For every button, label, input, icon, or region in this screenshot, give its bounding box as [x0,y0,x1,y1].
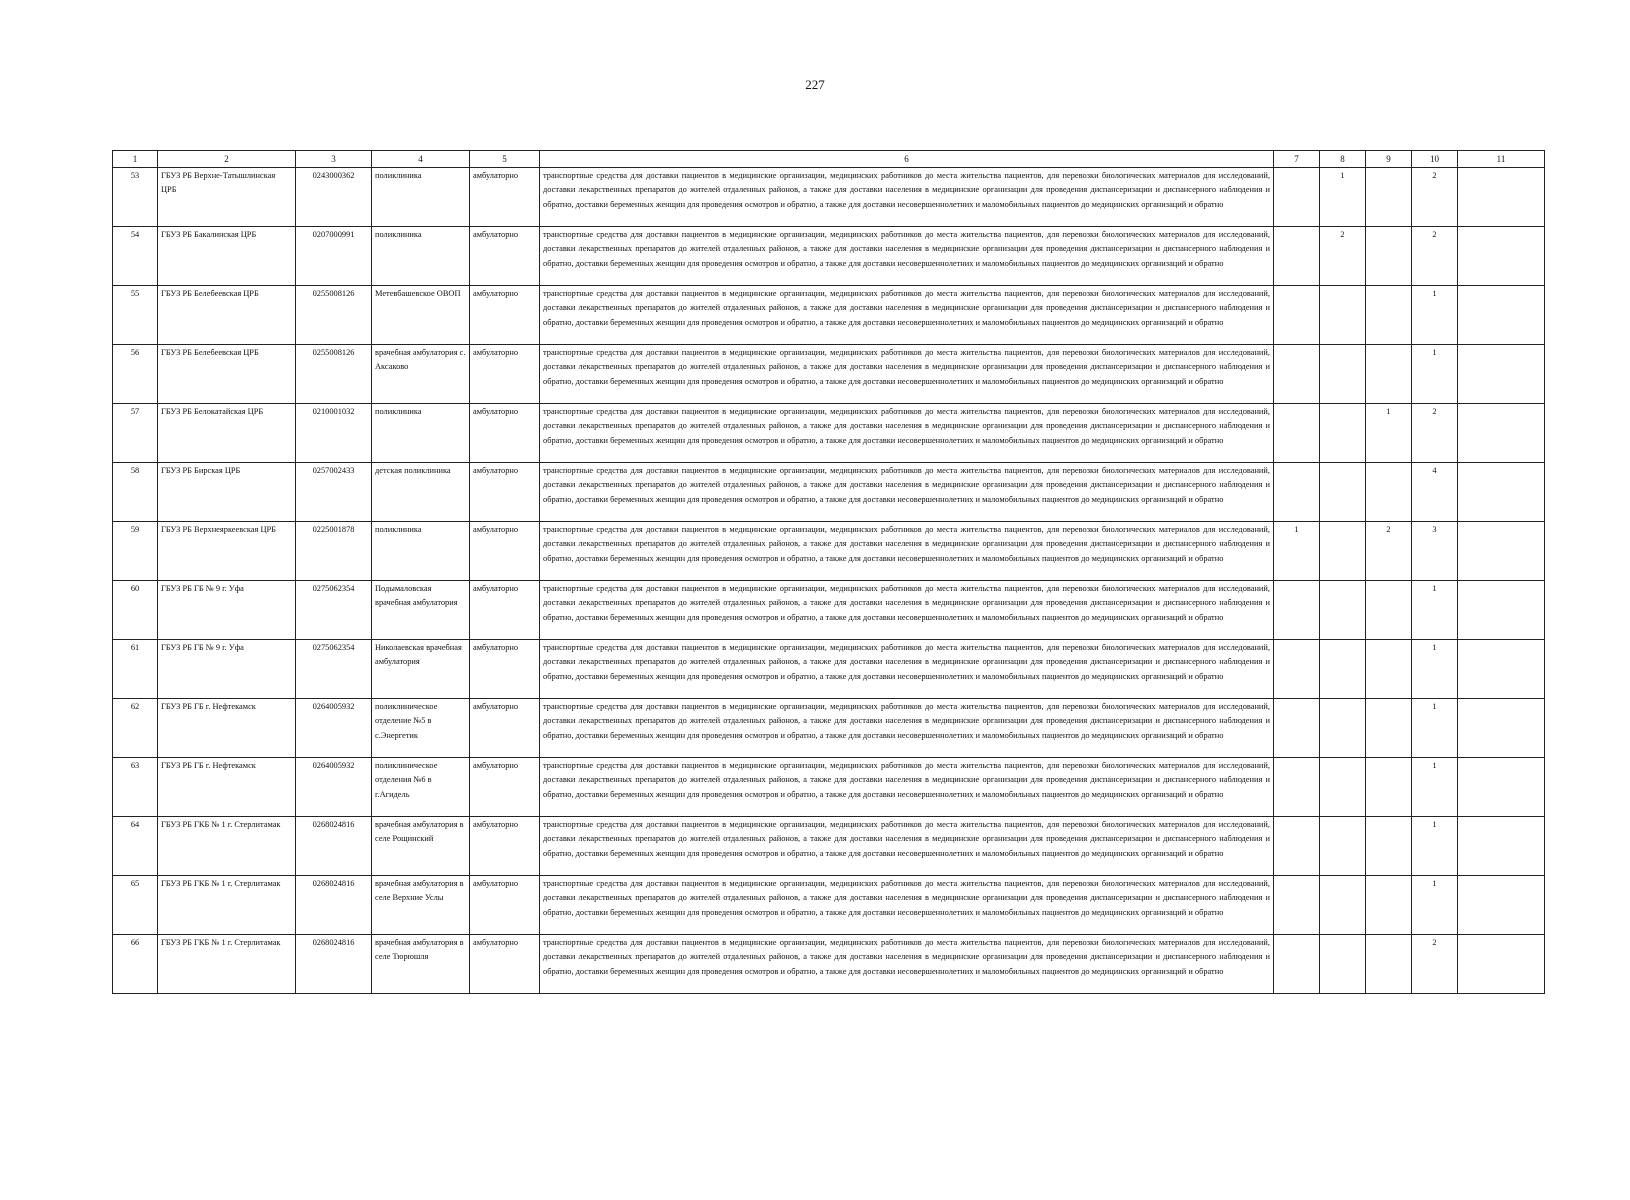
table-row [113,227,1545,286]
row-number: 56 [113,345,158,404]
table-row [113,286,1545,345]
purpose-text: транспортные средства для доставки пациентов в медицинские организации, медицинских работников до места жительства пациентов, для перевозки биологических материалов для исследований, доставки лекарственных препаратов до жителей отдаленных районов, а также для доставки населения в медицинские организации для проведения диспансеризации и диспансерного наблюдения и обратно, доставки беременных женщин для проведения осмотров и обратно, а также для доставки несовершеннолетних и маломобильных пациентов до медицинских организаций и обратно [540,227,1274,286]
purpose-text: транспортные средства для доставки пациентов в медицинские организации, медицинских работников до места жительства пациентов, для перевозки биологических материалов для исследований, доставки лекарственных препаратов до жителей отдаленных районов, а также для доставки населения в медицинские организации для проведения диспансеризации и диспансерного наблюдения и обратно, доставки беременных женщин для проведения осмотров и обратно, а также для доставки несовершеннолетних и маломобильных пациентов до медицинских организаций и обратно [540,168,1274,227]
count-col-7 [1274,699,1320,758]
table-row [113,758,1545,817]
count-col-9 [1366,817,1412,876]
inn-code: 0210001032 [296,404,372,463]
inn-code: 0268024816 [296,876,372,935]
inn-code: 0268024816 [296,817,372,876]
count-col-8 [1320,876,1366,935]
count-col-10: 1 [1412,758,1458,817]
table-row [113,935,1545,994]
table-row [113,404,1545,463]
organization-name: ГБУЗ РБ ГБ г. Нефтекамск [158,758,296,817]
inn-code: 0225001878 [296,522,372,581]
column-header: 3 [296,151,372,168]
count-col-7 [1274,286,1320,345]
count-col-7: 1 [1274,522,1320,581]
care-mode: амбулаторно [470,345,540,404]
table-row [113,168,1545,227]
count-col-11 [1458,640,1545,699]
count-col-7 [1274,817,1320,876]
subdivision-name: поликлиника [372,522,470,581]
subdivision-name: врачебная амбулатория с. Аксаково [372,345,470,404]
count-col-9 [1366,345,1412,404]
care-mode: амбулаторно [470,581,540,640]
subdivision-name: поликлиническое отделения №6 в г.Агидель [372,758,470,817]
count-col-10: 1 [1412,817,1458,876]
organization-name: ГБУЗ РБ Белокатайская ЦРБ [158,404,296,463]
count-col-10: 1 [1412,286,1458,345]
organization-name: ГБУЗ РБ ГБ г. Нефтекамск [158,699,296,758]
count-col-11 [1458,404,1545,463]
count-col-8 [1320,817,1366,876]
care-mode: амбулаторно [470,640,540,699]
table-header-row [113,151,1545,168]
column-header: 4 [372,151,470,168]
inn-code: 0207000991 [296,227,372,286]
count-col-10: 1 [1412,699,1458,758]
count-col-9 [1366,935,1412,994]
count-col-8 [1320,463,1366,522]
organization-name: ГБУЗ РБ Бакалинская ЦРБ [158,227,296,286]
table-row [113,522,1545,581]
count-col-10: 1 [1412,345,1458,404]
column-header: 9 [1366,151,1412,168]
subdivision-name: Подымаловская врачебная амбулатория [372,581,470,640]
count-col-10: 4 [1412,463,1458,522]
count-col-11 [1458,699,1545,758]
row-number: 61 [113,640,158,699]
row-number: 66 [113,935,158,994]
count-col-11 [1458,581,1545,640]
subdivision-name: врачебная амбулатория в селе Тюрюшля [372,935,470,994]
table-row [113,640,1545,699]
count-col-11 [1458,758,1545,817]
column-header: 8 [1320,151,1366,168]
purpose-text: транспортные средства для доставки пациентов в медицинские организации, медицинских работников до места жительства пациентов, для перевозки биологических материалов для исследований, доставки лекарственных препаратов до жителей отдаленных районов, а также для доставки населения в медицинские организации для проведения диспансеризации и диспансерного наблюдения и обратно, доставки беременных женщин для проведения осмотров и обратно, а также для доставки несовершеннолетних и маломобильных пациентов до медицинских организаций и обратно [540,935,1274,994]
count-col-11 [1458,168,1545,227]
care-mode: амбулаторно [470,935,540,994]
organization-name: ГБУЗ РБ Верхне-Татышлинская ЦРБ [158,168,296,227]
count-col-7 [1274,404,1320,463]
row-number: 64 [113,817,158,876]
care-mode: амбулаторно [470,522,540,581]
count-col-7 [1274,758,1320,817]
count-col-11 [1458,227,1545,286]
inn-code: 0275062354 [296,640,372,699]
row-number: 54 [113,227,158,286]
inn-code: 0257002433 [296,463,372,522]
table-row [113,699,1545,758]
organization-name: ГБУЗ РБ Белебеевская ЦРБ [158,286,296,345]
count-col-9 [1366,640,1412,699]
page-number: 227 [805,77,825,92]
count-col-8 [1320,404,1366,463]
inn-code: 0275062354 [296,581,372,640]
subdivision-name: поликлиника [372,404,470,463]
count-col-10: 2 [1412,227,1458,286]
count-col-11 [1458,876,1545,935]
inn-code: 0255008126 [296,345,372,404]
care-mode: амбулаторно [470,699,540,758]
inn-code: 0255008126 [296,286,372,345]
column-header: 2 [158,151,296,168]
purpose-text: транспортные средства для доставки пациентов в медицинские организации, медицинских работников до места жительства пациентов, для перевозки биологических материалов для исследований, доставки лекарственных препаратов до жителей отдаленных районов, а также для доставки населения в медицинские организации для проведения диспансеризации и диспансерного наблюдения и обратно, доставки беременных женщин для проведения осмотров и обратно, а также для доставки несовершеннолетних и маломобильных пациентов до медицинских организаций и обратно [540,758,1274,817]
inn-code: 0264005932 [296,758,372,817]
subdivision-name: врачебная амбулатория в селе Верхние Услы [372,876,470,935]
count-col-11 [1458,522,1545,581]
count-col-7 [1274,168,1320,227]
subdivision-name: врачебная амбулатория в селе Рощинский [372,817,470,876]
table-row [113,817,1545,876]
table-row [113,876,1545,935]
count-col-8 [1320,286,1366,345]
count-col-10: 3 [1412,522,1458,581]
inn-code: 0268024816 [296,935,372,994]
care-mode: амбулаторно [470,463,540,522]
column-header: 1 [113,151,158,168]
inn-code: 0264005932 [296,699,372,758]
count-col-9 [1366,581,1412,640]
care-mode: амбулаторно [470,227,540,286]
count-col-11 [1458,286,1545,345]
count-col-9 [1366,876,1412,935]
count-col-9: 2 [1366,522,1412,581]
count-col-9 [1366,227,1412,286]
inn-code: 0243000362 [296,168,372,227]
count-col-7 [1274,935,1320,994]
row-number: 62 [113,699,158,758]
count-col-7 [1274,463,1320,522]
count-col-7 [1274,640,1320,699]
purpose-text: транспортные средства для доставки пациентов в медицинские организации, медицинских работников до места жительства пациентов, для перевозки биологических материалов для исследований, доставки лекарственных препаратов до жителей отдаленных районов, а также для доставки населения в медицинские организации для проведения диспансеризации и диспансерного наблюдения и обратно, доставки беременных женщин для проведения осмотров и обратно, а также для доставки несовершеннолетних и маломобильных пациентов до медицинских организаций и обратно [540,699,1274,758]
count-col-8 [1320,699,1366,758]
column-header: 7 [1274,151,1320,168]
vehicles-table [112,150,1545,994]
count-col-10: 1 [1412,640,1458,699]
count-col-7 [1274,876,1320,935]
care-mode: амбулаторно [470,168,540,227]
table-row [113,581,1545,640]
column-header: 11 [1458,151,1545,168]
row-number: 53 [113,168,158,227]
column-header: 10 [1412,151,1458,168]
purpose-text: транспортные средства для доставки пациентов в медицинские организации, медицинских работников до места жительства пациентов, для перевозки биологических материалов для исследований, доставки лекарственных препаратов до жителей отдаленных районов, а также для доставки населения в медицинские организации для проведения диспансеризации и диспансерного наблюдения и обратно, доставки беременных женщин для проведения осмотров и обратно, а также для доставки несовершеннолетних и маломобильных пациентов до медицинских организаций и обратно [540,817,1274,876]
count-col-8 [1320,935,1366,994]
purpose-text: транспортные средства для доставки пациентов в медицинские организации, медицинских работников до места жительства пациентов, для перевозки биологических материалов для исследований, доставки лекарственных препаратов до жителей отдаленных районов, а также для доставки населения в медицинские организации для проведения диспансеризации и диспансерного наблюдения и обратно, доставки беременных женщин для проведения осмотров и обратно, а также для доставки несовершеннолетних и маломобильных пациентов до медицинских организаций и обратно [540,522,1274,581]
row-number: 57 [113,404,158,463]
row-number: 55 [113,286,158,345]
count-col-9 [1366,286,1412,345]
purpose-text: транспортные средства для доставки пациентов в медицинские организации, медицинских работников до места жительства пациентов, для перевозки биологических материалов для исследований, доставки лекарственных препаратов до жителей отдаленных районов, а также для доставки населения в медицинские организации для проведения диспансеризации и диспансерного наблюдения и обратно, доставки беременных женщин для проведения осмотров и обратно, а также для доставки несовершеннолетних и маломобильных пациентов до медицинских организаций и обратно [540,463,1274,522]
column-header: 6 [540,151,1274,168]
organization-name: ГБУЗ РБ Бирская ЦРБ [158,463,296,522]
count-col-8 [1320,581,1366,640]
count-col-10: 1 [1412,876,1458,935]
organization-name: ГБУЗ РБ ГБ № 9 г. Уфа [158,640,296,699]
care-mode: амбулаторно [470,758,540,817]
count-col-8 [1320,758,1366,817]
subdivision-name: Николаевская врачебная амбулатория [372,640,470,699]
organization-name: ГБУЗ РБ ГБ № 9 г. Уфа [158,581,296,640]
count-col-9 [1366,463,1412,522]
count-col-11 [1458,817,1545,876]
purpose-text: транспортные средства для доставки пациентов в медицинские организации, медицинских работников до места жительства пациентов, для перевозки биологических материалов для исследований, доставки лекарственных препаратов до жителей отдаленных районов, а также для доставки населения в медицинские организации для проведения диспансеризации и диспансерного наблюдения и обратно, доставки беременных женщин для проведения осмотров и обратно, а также для доставки несовершеннолетних и маломобильных пациентов до медицинских организаций и обратно [540,640,1274,699]
purpose-text: транспортные средства для доставки пациентов в медицинские организации, медицинских работников до места жительства пациентов, для перевозки биологических материалов для исследований, доставки лекарственных препаратов до жителей отдаленных районов, а также для доставки населения в медицинские организации для проведения диспансеризации и диспансерного наблюдения и обратно, доставки беременных женщин для проведения осмотров и обратно, а также для доставки несовершеннолетних и маломобильных пациентов до медицинских организаций и обратно [540,404,1274,463]
count-col-9: 1 [1366,404,1412,463]
subdivision-name: поликлиника [372,168,470,227]
subdivision-name: Метевбашевское ОВОП [372,286,470,345]
count-col-9 [1366,758,1412,817]
organization-name: ГБУЗ РБ ГКБ № 1 г. Стерлитамак [158,935,296,994]
subdivision-name: поликлиника [372,227,470,286]
organization-name: ГБУЗ РБ Верхнеяркеевская ЦРБ [158,522,296,581]
purpose-text: транспортные средства для доставки пациентов в медицинские организации, медицинских работников до места жительства пациентов, для перевозки биологических материалов для исследований, доставки лекарственных препаратов до жителей отдаленных районов, а также для доставки населения в медицинские организации для проведения диспансеризации и диспансерного наблюдения и обратно, доставки беременных женщин для проведения осмотров и обратно, а также для доставки несовершеннолетних и маломобильных пациентов до медицинских организаций и обратно [540,876,1274,935]
organization-name: ГБУЗ РБ ГКБ № 1 г. Стерлитамак [158,876,296,935]
count-col-7 [1274,227,1320,286]
count-col-9 [1366,168,1412,227]
count-col-11 [1458,463,1545,522]
count-col-10: 2 [1412,935,1458,994]
purpose-text: транспортные средства для доставки пациентов в медицинские организации, медицинских работников до места жительства пациентов, для перевозки биологических материалов для исследований, доставки лекарственных препаратов до жителей отдаленных районов, а также для доставки населения в медицинские организации для проведения диспансеризации и диспансерного наблюдения и обратно, доставки беременных женщин для проведения осмотров и обратно, а также для доставки несовершеннолетних и маломобильных пациентов до медицинских организаций и обратно [540,581,1274,640]
care-mode: амбулаторно [470,404,540,463]
organization-name: ГБУЗ РБ ГКБ № 1 г. Стерлитамак [158,817,296,876]
row-number: 65 [113,876,158,935]
purpose-text: транспортные средства для доставки пациентов в медицинские организации, медицинских работников до места жительства пациентов, для перевозки биологических материалов для исследований, доставки лекарственных препаратов до жителей отдаленных районов, а также для доставки населения в медицинские организации для проведения диспансеризации и диспансерного наблюдения и обратно, доставки беременных женщин для проведения осмотров и обратно, а также для доставки несовершеннолетних и маломобильных пациентов до медицинских организаций и обратно [540,345,1274,404]
row-number: 60 [113,581,158,640]
count-col-10: 2 [1412,404,1458,463]
column-header: 5 [470,151,540,168]
count-col-9 [1366,699,1412,758]
table-row [113,463,1545,522]
count-col-8: 2 [1320,227,1366,286]
purpose-text: транспортные средства для доставки пациентов в медицинские организации, медицинских работников до места жительства пациентов, для перевозки биологических материалов для исследований, доставки лекарственных препаратов до жителей отдаленных районов, а также для доставки населения в медицинские организации для проведения диспансеризации и диспансерного наблюдения и обратно, доставки беременных женщин для проведения осмотров и обратно, а также для доставки несовершеннолетних и маломобильных пациентов до медицинских организаций и обратно [540,286,1274,345]
subdivision-name: поликлиническое отделение №5 в с.Энергетик [372,699,470,758]
care-mode: амбулаторно [470,286,540,345]
count-col-7 [1274,581,1320,640]
table-row [113,345,1545,404]
row-number: 63 [113,758,158,817]
subdivision-name: детская поликлиника [372,463,470,522]
count-col-10: 1 [1412,581,1458,640]
count-col-7 [1274,345,1320,404]
organization-name: ГБУЗ РБ Белебеевская ЦРБ [158,345,296,404]
count-col-11 [1458,345,1545,404]
count-col-8 [1320,640,1366,699]
care-mode: амбулаторно [470,876,540,935]
row-number: 59 [113,522,158,581]
count-col-8 [1320,522,1366,581]
count-col-8: 1 [1320,168,1366,227]
count-col-10: 2 [1412,168,1458,227]
care-mode: амбулаторно [470,817,540,876]
count-col-8 [1320,345,1366,404]
row-number: 58 [113,463,158,522]
count-col-11 [1458,935,1545,994]
